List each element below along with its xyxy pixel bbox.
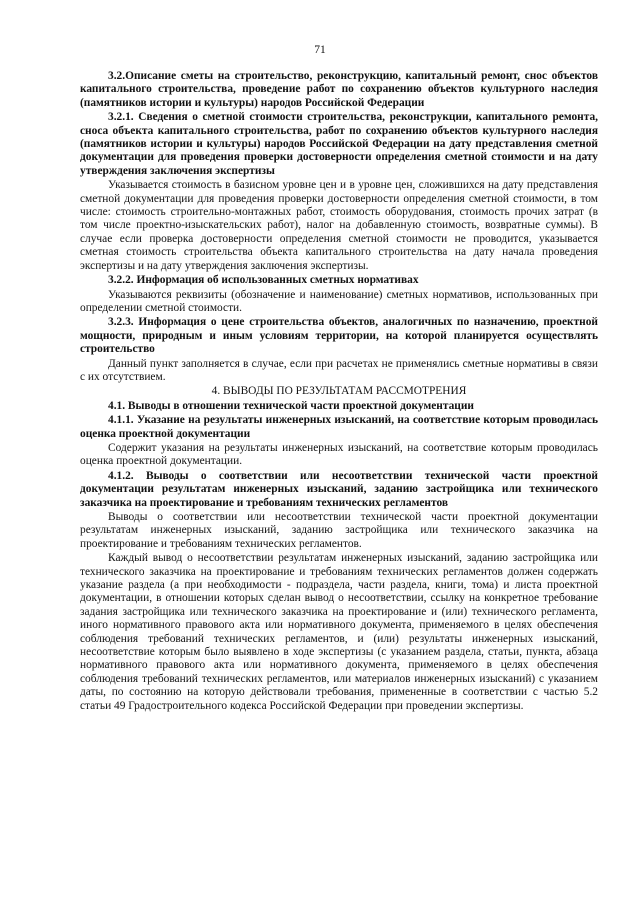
paragraph-survey-results: Содержит указания на результаты инженерных изысканий, на соответствие которым проводилась оценка проектной документации. [80, 441, 598, 468]
paragraph-nonconformity-details: Каждый вывод о несоответствии результатам инженерных изысканий, заданию застройщика или технического заказчика на проектирование и требованиям технических регламентов должен содержать указание раздела (а при необходимости - подраздела, части раздела, книги, тома) и листа проектной документации, в отношении которых сделан вывод о несоответствии, ссылку на конкретное требование задания застройщика или технического заказчика на проектирование и (или) технического регламента, иного нормативного правового акта или нормативного документа, применяемого в целях обеспечения соблюдения требований технических регламентов, и (или) результаты инженерных изысканий, несоответствие которым было выявлено в ходе экспертизы (с указанием раздела, статьи, пункта, абзаца нормативного правового акта или нормативного документа, применяемого в целях обеспечения соблюдения требований технических регламентов, или материалов инженерных изысканий) с указанием даты, по состоянию на которую действовали требования, примененные в соответствии с частью 5.2 статьи 49 Градостроительного кодекса Российской Федерации при проведении экспертизы. [80, 552, 598, 712]
section-heading-3-2: 3.2.Описание сметы на строительство, реконструкцию, капитальный ремонт, снос объектов капитального строительства, проведение работ по сохранению объектов культурного наследия (памятников истории и культуры) народов Российской Федерации [80, 70, 598, 109]
paragraph-conformity-conclusions: Выводы о соответствии или несоответствии технической части проектной документации результатам инженерных изысканий, заданию застройщика или технического заказчика на проектирование и требованиям технических регламентов. [80, 511, 598, 550]
section-heading-4: 4. ВЫВОДЫ ПО РЕЗУЛЬТАТАМ РАССМОТРЕНИЯ [211, 385, 467, 398]
section-heading-3-2-3: 3.2.3. Информация о цене строительства объектов, аналогичных по назначению, проектной мощности, природным и иным условиям территории, на которой планируется осуществлять строительство [80, 316, 598, 356]
page-content [80, 70, 598, 713]
section-heading-3-2-1: 3.2.1. Сведения о сметной стоимости строительства, реконструкции, капитального ремонта, сноса объекта капитального строительства, работ по сохранению объектов культурного наследия (памятников истории и культуры) народов Российской Федерации на дату представления сметной документации для проведения проверки достоверности определения сметной стоимости и на дату утверждения заключения экспертизы [80, 111, 598, 177]
section-heading-4-1-1: 4.1.1. Указание на результаты инженерных изысканий, на соответствие которым проводилась оценка проектной документации [80, 414, 598, 440]
paragraph-normatives: Указываются реквизиты (обозначение и наименование) сметных нормативов, использованных при определении сметной стоимости. [80, 288, 598, 314]
paragraph-price-analog: Данный пункт заполняется в случае, если при расчетах не применялись сметные нормативы в связи с их отсутствием. [80, 357, 598, 383]
page-number: 71 [314, 44, 326, 56]
paragraph-cost-info: Указывается стоимость в базисном уровне цен и в уровне цен, сложившихся на дату представления сметной документации для проведения проверки достоверности определения сметной стоимости, в том числе: стоимость строительно-монтажных работ, стоимость оборудования, стоимость прочих затрат (в том числе проектно-изыскательских работ), налог на добавленную стоимость, возвратные суммы). В случае если проверка достоверности определения сметной стоимости не проводится, указывается сметная стоимость строительства объекта капитального строительства на дату начала проведения экспертизы и на дату утверждения заключения экспертизы. [80, 179, 598, 272]
section-heading-4-1: 4.1. Выводы в отношении технической части проектной документации [108, 399, 474, 412]
section-heading-4-1-2: 4.1.2. Выводы о соответствии или несоответствии технической части проектной документации результатам инженерных изысканий, заданию застройщика или технического заказчика на проектирование и требованиям технических регламентов [80, 469, 598, 509]
section-heading-3-2-2: 3.2.2. Информация об использованных сметных нормативах [108, 274, 419, 287]
